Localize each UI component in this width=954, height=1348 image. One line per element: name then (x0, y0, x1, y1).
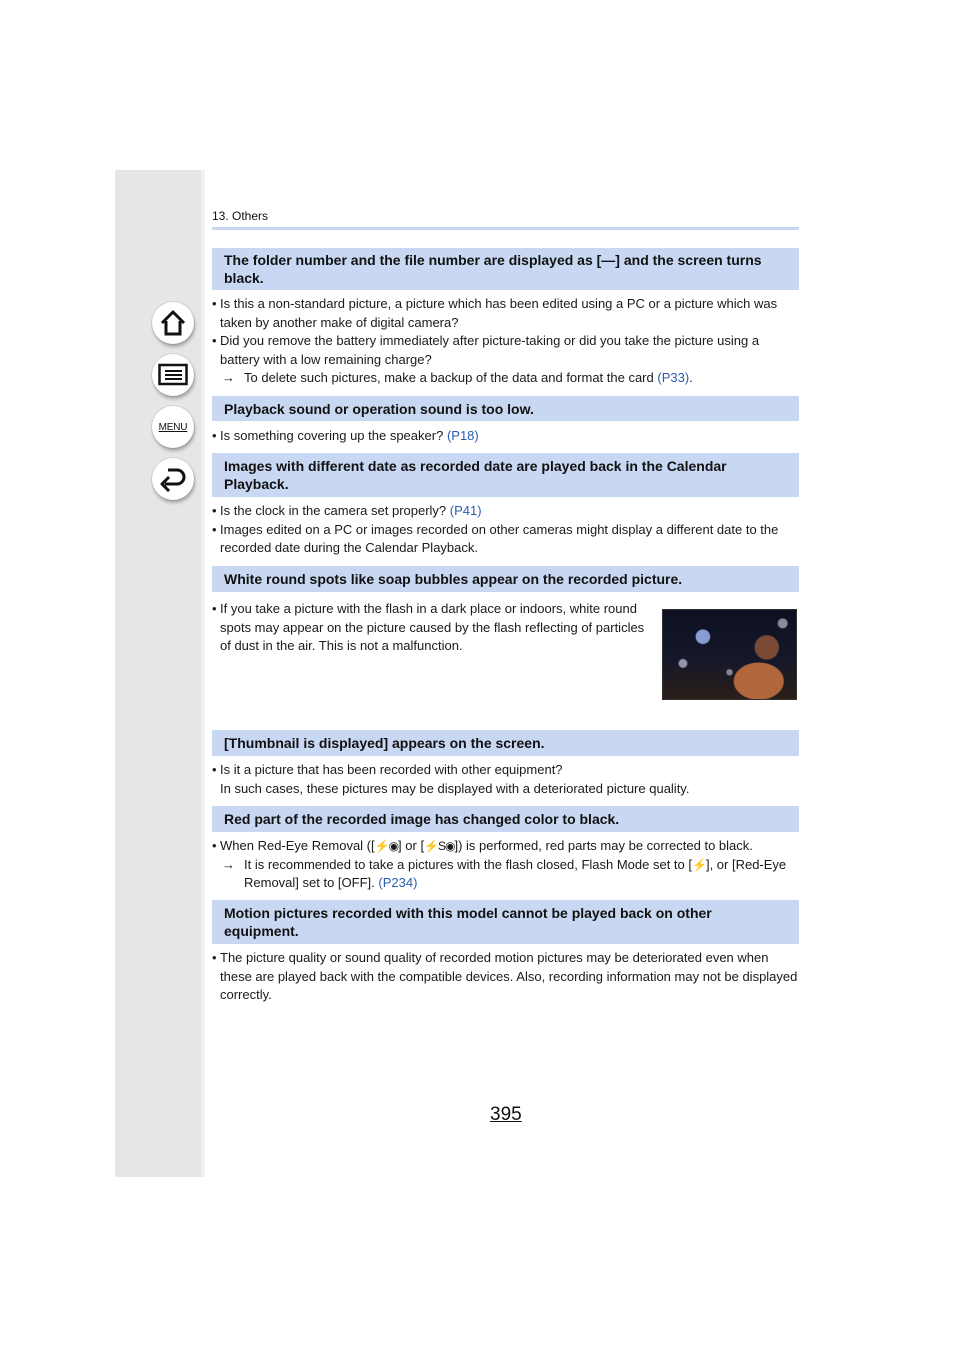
answer-block (212, 502, 799, 558)
answer-block (212, 949, 799, 1005)
answer-block (212, 761, 799, 798)
answer-bullet (212, 502, 799, 521)
answer-bullet: • Images edited on a PC or images recorded on other cameras might display a different date to the recorded date during the Calendar Playback. (212, 521, 799, 558)
answer-bullet (212, 837, 799, 856)
page-link-p33[interactable]: (P33) (657, 370, 690, 385)
answer-bullet (212, 427, 799, 446)
menu-button[interactable] (152, 406, 194, 448)
answer-bullet: • Is this a non-standard picture, a picture which has been edited using a PC or a picture which was taken by another make of digital camera? (212, 295, 799, 332)
arrow-icon: → (222, 370, 235, 385)
question-heading: Playback sound or operation sound is too low. (212, 396, 799, 421)
bullet-text: When Red-Eye Removal ([ (220, 838, 375, 853)
answer-bullet: • Is it a picture that has been recorded with other equipment? (212, 761, 799, 780)
arrow-text: ], or [Red-Eye Removal] set to [OFF]. (244, 856, 787, 890)
back-arrow-icon (159, 466, 187, 492)
page-link-p18[interactable]: (P18) (446, 428, 479, 443)
menu-label: MENU (158, 421, 188, 433)
flash-off-icon: ⚡ (692, 857, 706, 872)
flash-dust-example-photo (662, 609, 797, 700)
bullet-text: Is something covering up the speaker? (220, 428, 444, 443)
page-link-p234[interactable]: (P234) (378, 875, 418, 890)
question-heading: The folder number and the file number are displayed as [—] and the screen turns black. (212, 248, 799, 290)
home-icon (159, 309, 187, 337)
sidebar-edge (201, 170, 205, 1177)
back-button[interactable] (152, 458, 194, 500)
page-link-p41[interactable]: (P41) (449, 503, 482, 518)
red-eye-flash-icon: ⚡◉ (374, 839, 399, 853)
slow-sync-red-eye-flash-icon: ⚡S◉ (424, 839, 455, 853)
contents-button[interactable] (152, 354, 194, 396)
answer-block (212, 427, 799, 446)
bullet-text: Is the clock in the camera set properly? (220, 503, 447, 518)
arrow-text: It is recommended to take a pictures with the flash closed, Flash Mode set to [ (244, 856, 692, 872)
question-heading: White round spots like soap bubbles appear on the recorded picture. (212, 566, 799, 592)
home-button[interactable] (152, 302, 194, 344)
arrow-icon: → (222, 856, 235, 872)
bullet-text: ]) is performed, red parts may be corrected to black. (454, 838, 753, 853)
question-heading: Red part of the recorded image has changed color to black. (212, 806, 799, 832)
question-heading: Motion pictures recorded with this model cannot be played back on other equipment. (212, 900, 799, 944)
list-icon (158, 363, 188, 387)
answer-arrow-line (212, 856, 799, 893)
answer-block (212, 837, 799, 893)
answer-arrow-line: → To delete such pictures, make a backup of the data and format the card (P33). (212, 369, 799, 388)
page-number: 395 (490, 1104, 522, 1125)
answer-bullet: • Did you remove the battery immediately after picture-taking or did you take the picture using a battery with a low remaining charge? (212, 332, 799, 369)
question-heading: Images with different date as recorded date are played back in the Calendar Playback. (212, 453, 799, 497)
answer-bullet: • The picture quality or sound quality of recorded motion pictures may be deteriorated even when these are played back with the compatible devices. Also, recording information may not be displayed correctly. (212, 949, 799, 1005)
question-heading: [Thumbnail is displayed] appears on the screen. (212, 730, 799, 756)
breadcrumb-rule (212, 227, 799, 230)
breadcrumb: 13. Others (212, 209, 269, 223)
answer-bullet: • If you take a picture with the flash in a dark place or indoors, white round spots may appear on the picture caused by the flash reflecting of particles of dust in the air. This is not a malfunction. (212, 600, 657, 656)
answer-block (212, 600, 657, 656)
arrow-text: To delete such pictures, make a backup of the data and format the card (244, 370, 654, 385)
answer-continuation: In such cases, these pictures may be displayed with a deteriorated picture quality. (220, 780, 690, 796)
answer-block (212, 295, 799, 388)
bullet-text: ] or [ (398, 838, 425, 853)
